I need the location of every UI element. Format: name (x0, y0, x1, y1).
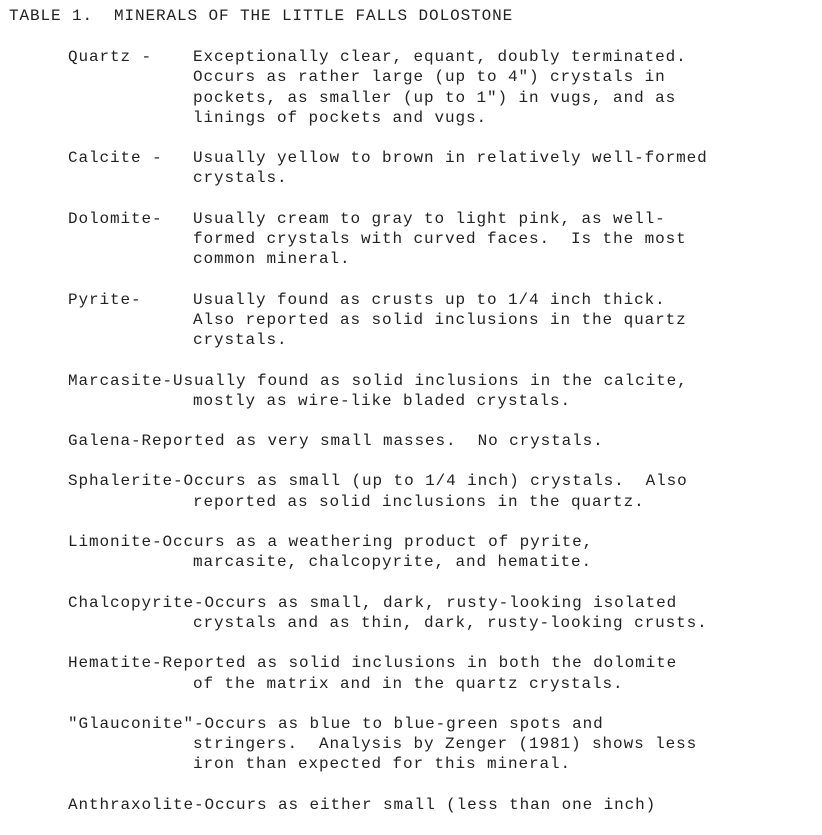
mineral-entry-hematite (68, 653, 820, 694)
mineral-name: Limonite- (68, 533, 163, 552)
mineral-entry-dolomite (68, 209, 820, 270)
description-line: Occurs as small (up to 1/4 inch) crystals. Also (183, 472, 688, 491)
description-first-line (68, 593, 820, 613)
table-title: TABLE 1. MINERALS OF THE LITTLE FALLS DOLOSTONE (9, 7, 514, 25)
mineral-entry-anthraxolite (68, 795, 820, 815)
mineral-list (68, 47, 820, 835)
mineral-entry-galena (68, 431, 820, 451)
description-line: mostly as wire-like bladed crystals. (193, 391, 572, 410)
mineral-name: Anthraxolite- (68, 795, 205, 814)
mineral-name: Calcite - (68, 149, 163, 168)
mineral-name: Marcasite- (68, 371, 174, 390)
description-line: pockets, as smaller (up to 1") in vugs, and as (193, 88, 677, 107)
mineral-name: Hematite- (68, 654, 163, 673)
mineral-name: Galena- (68, 432, 142, 451)
mineral-name: Dolomite- (68, 209, 163, 228)
description-line: Usually cream to gray to light pink, as well- (193, 209, 666, 228)
description-line: marcasite, chalcopyrite, and hematite. (193, 553, 593, 572)
description-line: Exceptionally clear, equant, doubly terminated. (193, 48, 687, 66)
mineral-entry-quartz (68, 47, 820, 128)
description-first-line (68, 532, 820, 552)
description-line: linings of pockets and vugs. (193, 108, 488, 127)
mineral-name: Chalcopyrite- (68, 593, 205, 612)
description-line: Reported as very small masses. No crystals. (141, 432, 604, 451)
mineral-entry-pyrite (68, 290, 820, 351)
description-line: common mineral. (193, 250, 351, 269)
description-first-line (68, 795, 820, 815)
mineral-entry-marcasite (68, 371, 820, 412)
description-line: Occurs as blue to blue-green spots and (204, 714, 604, 733)
description-first-line (68, 371, 820, 391)
description-line: Usually found as solid inclusions in the calcite, (173, 371, 688, 390)
mineral-entry-limonite (68, 532, 820, 573)
description-first-line (68, 471, 820, 491)
description-first-line (68, 431, 820, 451)
mineral-entry-calcite (68, 148, 820, 189)
description-first-line (68, 653, 820, 673)
description-line: of the matrix and in the quartz crystals. (193, 674, 624, 693)
description-line: Usually found as crusts up to 1/4 inch thick. (193, 290, 666, 309)
mineral-name: Sphalerite- (68, 472, 184, 491)
description-line: Occurs as rather large (up to 4") crystals in (193, 68, 666, 87)
description-line: Occurs as small, dark, rusty-looking isolated (204, 593, 678, 612)
description-line: iron than expected for this mineral. (193, 755, 572, 774)
mineral-entry-sphalerite (68, 471, 820, 512)
mineral-name: Quartz - (68, 48, 153, 66)
mineral-name: Pyrite- (68, 290, 142, 309)
description-line: Usually yellow to brown in relatively well-formed (193, 149, 708, 168)
description-line: Also reported as solid inclusions in the quartz (193, 310, 687, 329)
description-line: crystals. (193, 169, 288, 188)
mineral-entry-glauconite (68, 714, 820, 775)
description-line: reported as solid inclusions in the quartz. (193, 492, 645, 511)
description-line: Reported as solid inclusions in both the dolomite (162, 654, 678, 673)
description-first-line (68, 714, 820, 734)
description-line: formed crystals with curved faces. Is the most (193, 230, 687, 249)
description-line: stringers. Analysis by Zenger (1981) shows less (193, 735, 698, 754)
description-line: crystals. (193, 331, 288, 350)
description-line: crystals and as thin, dark, rusty-looking crusts. (193, 613, 708, 632)
mineral-name: "Glauconite"- (68, 714, 205, 733)
description-line: Occurs as either small (less than one inch) (204, 795, 657, 814)
description-line: Occurs as a weathering product of pyrite, (162, 533, 594, 552)
mineral-entry-chalcopyrite (68, 593, 820, 634)
